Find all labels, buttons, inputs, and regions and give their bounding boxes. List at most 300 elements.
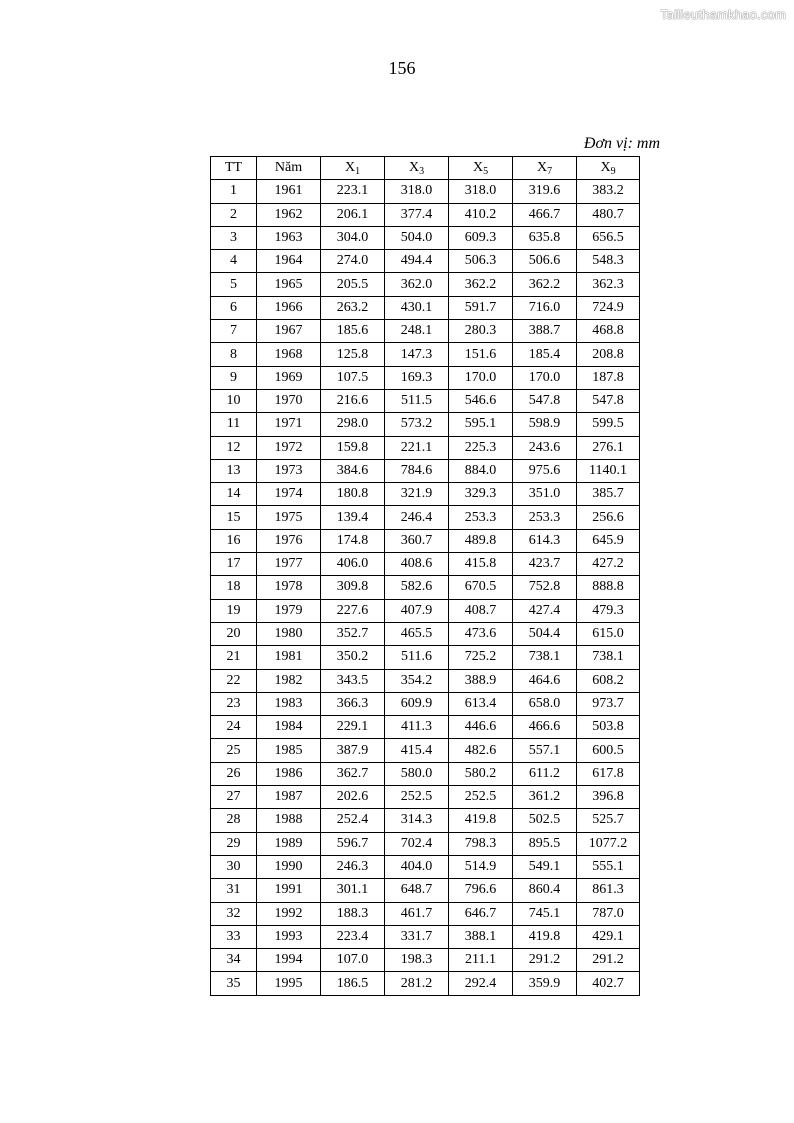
cell-x1: 263.2 bbox=[321, 296, 385, 319]
cell-x9: 276.1 bbox=[577, 436, 640, 459]
table-row bbox=[211, 646, 640, 669]
table-row bbox=[211, 506, 640, 529]
cell-x5: 473.6 bbox=[449, 622, 513, 645]
cell-x7: 243.6 bbox=[513, 436, 577, 459]
cell-x3: 147.3 bbox=[385, 343, 449, 366]
cell-x9: 600.5 bbox=[577, 739, 640, 762]
cell-nam: 1977 bbox=[257, 553, 321, 576]
cell-x1: 125.8 bbox=[321, 343, 385, 366]
cell-x7: 504.4 bbox=[513, 622, 577, 645]
cell-tt: 15 bbox=[211, 506, 257, 529]
header-x9-sub: 9 bbox=[610, 166, 616, 178]
cell-x3: 411.3 bbox=[385, 716, 449, 739]
cell-x5: 595.1 bbox=[449, 413, 513, 436]
cell-x1: 139.4 bbox=[321, 506, 385, 529]
cell-tt: 6 bbox=[211, 296, 257, 319]
cell-x5: 591.7 bbox=[449, 296, 513, 319]
cell-x3: 702.4 bbox=[385, 832, 449, 855]
cell-x9: 656.5 bbox=[577, 226, 640, 249]
cell-x5: 446.6 bbox=[449, 716, 513, 739]
cell-x9: 599.5 bbox=[577, 413, 640, 436]
table-row bbox=[211, 599, 640, 622]
cell-tt: 13 bbox=[211, 459, 257, 482]
cell-x5: 362.2 bbox=[449, 273, 513, 296]
cell-x7: 466.6 bbox=[513, 716, 577, 739]
cell-x9: 547.8 bbox=[577, 389, 640, 412]
cell-x9: 402.7 bbox=[577, 972, 640, 995]
cell-x5: 580.2 bbox=[449, 762, 513, 785]
cell-nam: 1990 bbox=[257, 855, 321, 878]
cell-x3: 281.2 bbox=[385, 972, 449, 995]
cell-nam: 1981 bbox=[257, 646, 321, 669]
cell-tt: 23 bbox=[211, 692, 257, 715]
cell-x1: 352.7 bbox=[321, 622, 385, 645]
cell-nam: 1971 bbox=[257, 413, 321, 436]
cell-x7: 598.9 bbox=[513, 413, 577, 436]
cell-nam: 1975 bbox=[257, 506, 321, 529]
cell-x9: 383.2 bbox=[577, 180, 640, 203]
cell-x9: 429.1 bbox=[577, 925, 640, 948]
cell-tt: 12 bbox=[211, 436, 257, 459]
cell-x7: 427.4 bbox=[513, 599, 577, 622]
cell-nam: 1988 bbox=[257, 809, 321, 832]
cell-x1: 223.1 bbox=[321, 180, 385, 203]
cell-x7: 464.6 bbox=[513, 669, 577, 692]
cell-x5: 225.3 bbox=[449, 436, 513, 459]
cell-nam: 1976 bbox=[257, 529, 321, 552]
cell-x1: 252.4 bbox=[321, 809, 385, 832]
cell-x9: 555.1 bbox=[577, 855, 640, 878]
cell-x5: 292.4 bbox=[449, 972, 513, 995]
cell-x1: 174.8 bbox=[321, 529, 385, 552]
cell-x7: 635.8 bbox=[513, 226, 577, 249]
cell-tt: 3 bbox=[211, 226, 257, 249]
cell-x5: 546.6 bbox=[449, 389, 513, 412]
cell-x5: 796.6 bbox=[449, 879, 513, 902]
table-row bbox=[211, 832, 640, 855]
cell-tt: 18 bbox=[211, 576, 257, 599]
cell-x9: 362.3 bbox=[577, 273, 640, 296]
cell-x7: 253.3 bbox=[513, 506, 577, 529]
cell-nam: 1963 bbox=[257, 226, 321, 249]
cell-x5: 170.0 bbox=[449, 366, 513, 389]
cell-nam: 1979 bbox=[257, 599, 321, 622]
table-row bbox=[211, 343, 640, 366]
header-x1-sub: 1 bbox=[355, 166, 361, 178]
cell-x9: 787.0 bbox=[577, 902, 640, 925]
cell-x1: 107.0 bbox=[321, 949, 385, 972]
cell-x7: 738.1 bbox=[513, 646, 577, 669]
cell-x3: 321.9 bbox=[385, 483, 449, 506]
cell-x1: 159.8 bbox=[321, 436, 385, 459]
cell-nam: 1964 bbox=[257, 250, 321, 273]
cell-x7: 185.4 bbox=[513, 343, 577, 366]
cell-x3: 415.4 bbox=[385, 739, 449, 762]
watermark-text: Tailieuthamkhao.com bbox=[660, 7, 786, 22]
cell-x5: 646.7 bbox=[449, 902, 513, 925]
cell-tt: 22 bbox=[211, 669, 257, 692]
header-nam: Năm bbox=[257, 157, 321, 180]
table-row bbox=[211, 902, 640, 925]
cell-x1: 343.5 bbox=[321, 669, 385, 692]
cell-x7: 752.8 bbox=[513, 576, 577, 599]
cell-x1: 387.9 bbox=[321, 739, 385, 762]
cell-tt: 26 bbox=[211, 762, 257, 785]
cell-nam: 1961 bbox=[257, 180, 321, 203]
header-x5-base: X bbox=[472, 160, 484, 176]
table-row bbox=[211, 459, 640, 482]
cell-tt: 10 bbox=[211, 389, 257, 412]
cell-x1: 185.6 bbox=[321, 320, 385, 343]
cell-nam: 1986 bbox=[257, 762, 321, 785]
cell-tt: 19 bbox=[211, 599, 257, 622]
cell-nam: 1968 bbox=[257, 343, 321, 366]
header-x3-sub: 3 bbox=[419, 166, 425, 178]
cell-tt: 29 bbox=[211, 832, 257, 855]
cell-x3: 465.5 bbox=[385, 622, 449, 645]
cell-nam: 1962 bbox=[257, 203, 321, 226]
header-x3 bbox=[385, 157, 449, 180]
header-x1 bbox=[321, 157, 385, 180]
cell-x9: 385.7 bbox=[577, 483, 640, 506]
cell-nam: 1984 bbox=[257, 716, 321, 739]
cell-x9: 615.0 bbox=[577, 622, 640, 645]
cell-nam: 1967 bbox=[257, 320, 321, 343]
cell-x7: 658.0 bbox=[513, 692, 577, 715]
cell-nam: 1978 bbox=[257, 576, 321, 599]
cell-x3: 248.1 bbox=[385, 320, 449, 343]
cell-x1: 188.3 bbox=[321, 902, 385, 925]
cell-x9: 187.8 bbox=[577, 366, 640, 389]
header-x5 bbox=[449, 157, 513, 180]
table-row bbox=[211, 389, 640, 412]
cell-x5: 318.0 bbox=[449, 180, 513, 203]
table-row bbox=[211, 226, 640, 249]
cell-x3: 354.2 bbox=[385, 669, 449, 692]
cell-x1: 206.1 bbox=[321, 203, 385, 226]
cell-x9: 208.8 bbox=[577, 343, 640, 366]
cell-x3: 573.2 bbox=[385, 413, 449, 436]
cell-x3: 609.9 bbox=[385, 692, 449, 715]
cell-x3: 377.4 bbox=[385, 203, 449, 226]
header-x9-base: X bbox=[600, 160, 611, 176]
cell-nam: 1974 bbox=[257, 483, 321, 506]
cell-x3: 169.3 bbox=[385, 366, 449, 389]
cell-x9: 888.8 bbox=[577, 576, 640, 599]
cell-nam: 1965 bbox=[257, 273, 321, 296]
cell-x3: 198.3 bbox=[385, 949, 449, 972]
table-row bbox=[211, 180, 640, 203]
cell-tt: 1 bbox=[211, 180, 257, 203]
cell-nam: 1983 bbox=[257, 692, 321, 715]
table-row bbox=[211, 413, 640, 436]
cell-x7: 614.3 bbox=[513, 529, 577, 552]
cell-x5: 253.3 bbox=[449, 506, 513, 529]
cell-x1: 304.0 bbox=[321, 226, 385, 249]
cell-tt: 31 bbox=[211, 879, 257, 902]
table-row bbox=[211, 529, 640, 552]
cell-tt: 30 bbox=[211, 855, 257, 878]
cell-x1: 186.5 bbox=[321, 972, 385, 995]
cell-x3: 362.0 bbox=[385, 273, 449, 296]
cell-tt: 20 bbox=[211, 622, 257, 645]
cell-tt: 14 bbox=[211, 483, 257, 506]
cell-x5: 408.7 bbox=[449, 599, 513, 622]
header-x5-sub: 5 bbox=[483, 166, 489, 178]
cell-x1: 227.6 bbox=[321, 599, 385, 622]
cell-nam: 1973 bbox=[257, 459, 321, 482]
cell-x3: 461.7 bbox=[385, 902, 449, 925]
table-row bbox=[211, 879, 640, 902]
cell-x5: 609.3 bbox=[449, 226, 513, 249]
cell-x5: 329.3 bbox=[449, 483, 513, 506]
cell-nam: 1992 bbox=[257, 902, 321, 925]
table-row bbox=[211, 692, 640, 715]
cell-x9: 479.3 bbox=[577, 599, 640, 622]
cell-x9: 480.7 bbox=[577, 203, 640, 226]
cell-x5: 798.3 bbox=[449, 832, 513, 855]
cell-x9: 1077.2 bbox=[577, 832, 640, 855]
table-row bbox=[211, 809, 640, 832]
cell-x3: 404.0 bbox=[385, 855, 449, 878]
cell-x7: 361.2 bbox=[513, 786, 577, 809]
cell-x1: 366.3 bbox=[321, 692, 385, 715]
cell-tt: 7 bbox=[211, 320, 257, 343]
cell-x7: 745.1 bbox=[513, 902, 577, 925]
cell-x9: 608.2 bbox=[577, 669, 640, 692]
cell-tt: 25 bbox=[211, 739, 257, 762]
cell-nam: 1994 bbox=[257, 949, 321, 972]
cell-tt: 28 bbox=[211, 809, 257, 832]
cell-x5: 252.5 bbox=[449, 786, 513, 809]
cell-x9: 291.2 bbox=[577, 949, 640, 972]
cell-x7: 170.0 bbox=[513, 366, 577, 389]
cell-x1: 301.1 bbox=[321, 879, 385, 902]
table-row bbox=[211, 576, 640, 599]
cell-x1: 350.2 bbox=[321, 646, 385, 669]
cell-x1: 596.7 bbox=[321, 832, 385, 855]
header-x7-base: X bbox=[536, 160, 548, 176]
cell-x1: 180.8 bbox=[321, 483, 385, 506]
header-x3-base: X bbox=[408, 160, 420, 176]
table-header-row bbox=[211, 157, 640, 180]
cell-tt: 2 bbox=[211, 203, 257, 226]
cell-x7: 716.0 bbox=[513, 296, 577, 319]
table-row bbox=[211, 925, 640, 948]
cell-x1: 246.3 bbox=[321, 855, 385, 878]
cell-tt: 32 bbox=[211, 902, 257, 925]
cell-tt: 9 bbox=[211, 366, 257, 389]
table-body bbox=[211, 180, 640, 995]
cell-x1: 107.5 bbox=[321, 366, 385, 389]
cell-x7: 557.1 bbox=[513, 739, 577, 762]
cell-x3: 430.1 bbox=[385, 296, 449, 319]
cell-x5: 613.4 bbox=[449, 692, 513, 715]
cell-x1: 202.6 bbox=[321, 786, 385, 809]
cell-x3: 494.4 bbox=[385, 250, 449, 273]
cell-x5: 388.9 bbox=[449, 669, 513, 692]
header-x7 bbox=[513, 157, 577, 180]
table-row bbox=[211, 972, 640, 995]
table-row bbox=[211, 553, 640, 576]
cell-x3: 252.5 bbox=[385, 786, 449, 809]
cell-x7: 419.8 bbox=[513, 925, 577, 948]
cell-tt: 17 bbox=[211, 553, 257, 576]
cell-tt: 4 bbox=[211, 250, 257, 273]
cell-x7: 362.2 bbox=[513, 273, 577, 296]
cell-tt: 33 bbox=[211, 925, 257, 948]
table-row bbox=[211, 739, 640, 762]
cell-x3: 408.6 bbox=[385, 553, 449, 576]
table-row bbox=[211, 949, 640, 972]
table-row bbox=[211, 320, 640, 343]
cell-x5: 670.5 bbox=[449, 576, 513, 599]
cell-x3: 314.3 bbox=[385, 809, 449, 832]
cell-x1: 216.6 bbox=[321, 389, 385, 412]
cell-x3: 511.6 bbox=[385, 646, 449, 669]
cell-x5: 280.3 bbox=[449, 320, 513, 343]
cell-x7: 388.7 bbox=[513, 320, 577, 343]
cell-tt: 21 bbox=[211, 646, 257, 669]
cell-nam: 1987 bbox=[257, 786, 321, 809]
cell-x9: 525.7 bbox=[577, 809, 640, 832]
cell-nam: 1995 bbox=[257, 972, 321, 995]
cell-x3: 360.7 bbox=[385, 529, 449, 552]
cell-x9: 617.8 bbox=[577, 762, 640, 785]
cell-x7: 611.2 bbox=[513, 762, 577, 785]
cell-x9: 738.1 bbox=[577, 646, 640, 669]
cell-x9: 396.8 bbox=[577, 786, 640, 809]
cell-x3: 580.0 bbox=[385, 762, 449, 785]
cell-x5: 514.9 bbox=[449, 855, 513, 878]
cell-nam: 1970 bbox=[257, 389, 321, 412]
table-row bbox=[211, 483, 640, 506]
cell-x1: 406.0 bbox=[321, 553, 385, 576]
cell-x1: 309.8 bbox=[321, 576, 385, 599]
cell-x1: 205.5 bbox=[321, 273, 385, 296]
table-row bbox=[211, 622, 640, 645]
cell-x1: 298.0 bbox=[321, 413, 385, 436]
cell-x7: 359.9 bbox=[513, 972, 577, 995]
cell-x5: 419.8 bbox=[449, 809, 513, 832]
cell-x3: 648.7 bbox=[385, 879, 449, 902]
cell-x7: 506.6 bbox=[513, 250, 577, 273]
cell-nam: 1969 bbox=[257, 366, 321, 389]
cell-x1: 362.7 bbox=[321, 762, 385, 785]
cell-x7: 860.4 bbox=[513, 879, 577, 902]
table-row bbox=[211, 436, 640, 459]
table-row bbox=[211, 366, 640, 389]
cell-nam: 1972 bbox=[257, 436, 321, 459]
cell-x3: 504.0 bbox=[385, 226, 449, 249]
cell-x9: 548.3 bbox=[577, 250, 640, 273]
cell-x3: 582.6 bbox=[385, 576, 449, 599]
header-x7-sub: 7 bbox=[547, 166, 553, 178]
cell-nam: 1993 bbox=[257, 925, 321, 948]
cell-x9: 503.8 bbox=[577, 716, 640, 739]
cell-x9: 427.2 bbox=[577, 553, 640, 576]
cell-nam: 1980 bbox=[257, 622, 321, 645]
table-row bbox=[211, 273, 640, 296]
cell-x5: 211.1 bbox=[449, 949, 513, 972]
header-tt: TT bbox=[211, 157, 257, 180]
cell-nam: 1991 bbox=[257, 879, 321, 902]
cell-x7: 423.7 bbox=[513, 553, 577, 576]
table-row bbox=[211, 296, 640, 319]
cell-x7: 895.5 bbox=[513, 832, 577, 855]
cell-tt: 5 bbox=[211, 273, 257, 296]
cell-x9: 468.8 bbox=[577, 320, 640, 343]
cell-x7: 466.7 bbox=[513, 203, 577, 226]
cell-x9: 724.9 bbox=[577, 296, 640, 319]
cell-x5: 410.2 bbox=[449, 203, 513, 226]
cell-x1: 229.1 bbox=[321, 716, 385, 739]
cell-x9: 645.9 bbox=[577, 529, 640, 552]
table-row bbox=[211, 786, 640, 809]
cell-tt: 34 bbox=[211, 949, 257, 972]
cell-x7: 319.6 bbox=[513, 180, 577, 203]
cell-x7: 975.6 bbox=[513, 459, 577, 482]
table-row bbox=[211, 203, 640, 226]
cell-x3: 246.4 bbox=[385, 506, 449, 529]
cell-tt: 35 bbox=[211, 972, 257, 995]
cell-x3: 407.9 bbox=[385, 599, 449, 622]
cell-tt: 27 bbox=[211, 786, 257, 809]
cell-nam: 1982 bbox=[257, 669, 321, 692]
cell-x1: 223.4 bbox=[321, 925, 385, 948]
cell-x3: 318.0 bbox=[385, 180, 449, 203]
cell-x3: 784.6 bbox=[385, 459, 449, 482]
unit-label: Đơn vị: mm bbox=[583, 135, 660, 152]
cell-x7: 291.2 bbox=[513, 949, 577, 972]
header-x1-base: X bbox=[344, 160, 356, 176]
cell-x7: 549.1 bbox=[513, 855, 577, 878]
cell-x9: 861.3 bbox=[577, 879, 640, 902]
cell-x7: 502.5 bbox=[513, 809, 577, 832]
cell-x7: 351.0 bbox=[513, 483, 577, 506]
cell-x5: 482.6 bbox=[449, 739, 513, 762]
cell-x9: 1140.1 bbox=[577, 459, 640, 482]
cell-nam: 1989 bbox=[257, 832, 321, 855]
cell-x3: 511.5 bbox=[385, 389, 449, 412]
cell-x3: 331.7 bbox=[385, 925, 449, 948]
rainfall-table bbox=[210, 156, 640, 996]
table-row bbox=[211, 716, 640, 739]
cell-x7: 547.8 bbox=[513, 389, 577, 412]
cell-x5: 415.8 bbox=[449, 553, 513, 576]
cell-x5: 725.2 bbox=[449, 646, 513, 669]
cell-x5: 884.0 bbox=[449, 459, 513, 482]
cell-nam: 1985 bbox=[257, 739, 321, 762]
cell-tt: 24 bbox=[211, 716, 257, 739]
cell-x3: 221.1 bbox=[385, 436, 449, 459]
cell-x1: 274.0 bbox=[321, 250, 385, 273]
cell-nam: 1966 bbox=[257, 296, 321, 319]
cell-x9: 973.7 bbox=[577, 692, 640, 715]
cell-tt: 11 bbox=[211, 413, 257, 436]
cell-tt: 16 bbox=[211, 529, 257, 552]
cell-x5: 506.3 bbox=[449, 250, 513, 273]
cell-x5: 388.1 bbox=[449, 925, 513, 948]
table-row bbox=[211, 250, 640, 273]
table-row bbox=[211, 669, 640, 692]
cell-tt: 8 bbox=[211, 343, 257, 366]
page-number: 156 bbox=[388, 58, 416, 78]
table-row bbox=[211, 762, 640, 785]
cell-x9: 256.6 bbox=[577, 506, 640, 529]
table-row bbox=[211, 855, 640, 878]
cell-x5: 151.6 bbox=[449, 343, 513, 366]
